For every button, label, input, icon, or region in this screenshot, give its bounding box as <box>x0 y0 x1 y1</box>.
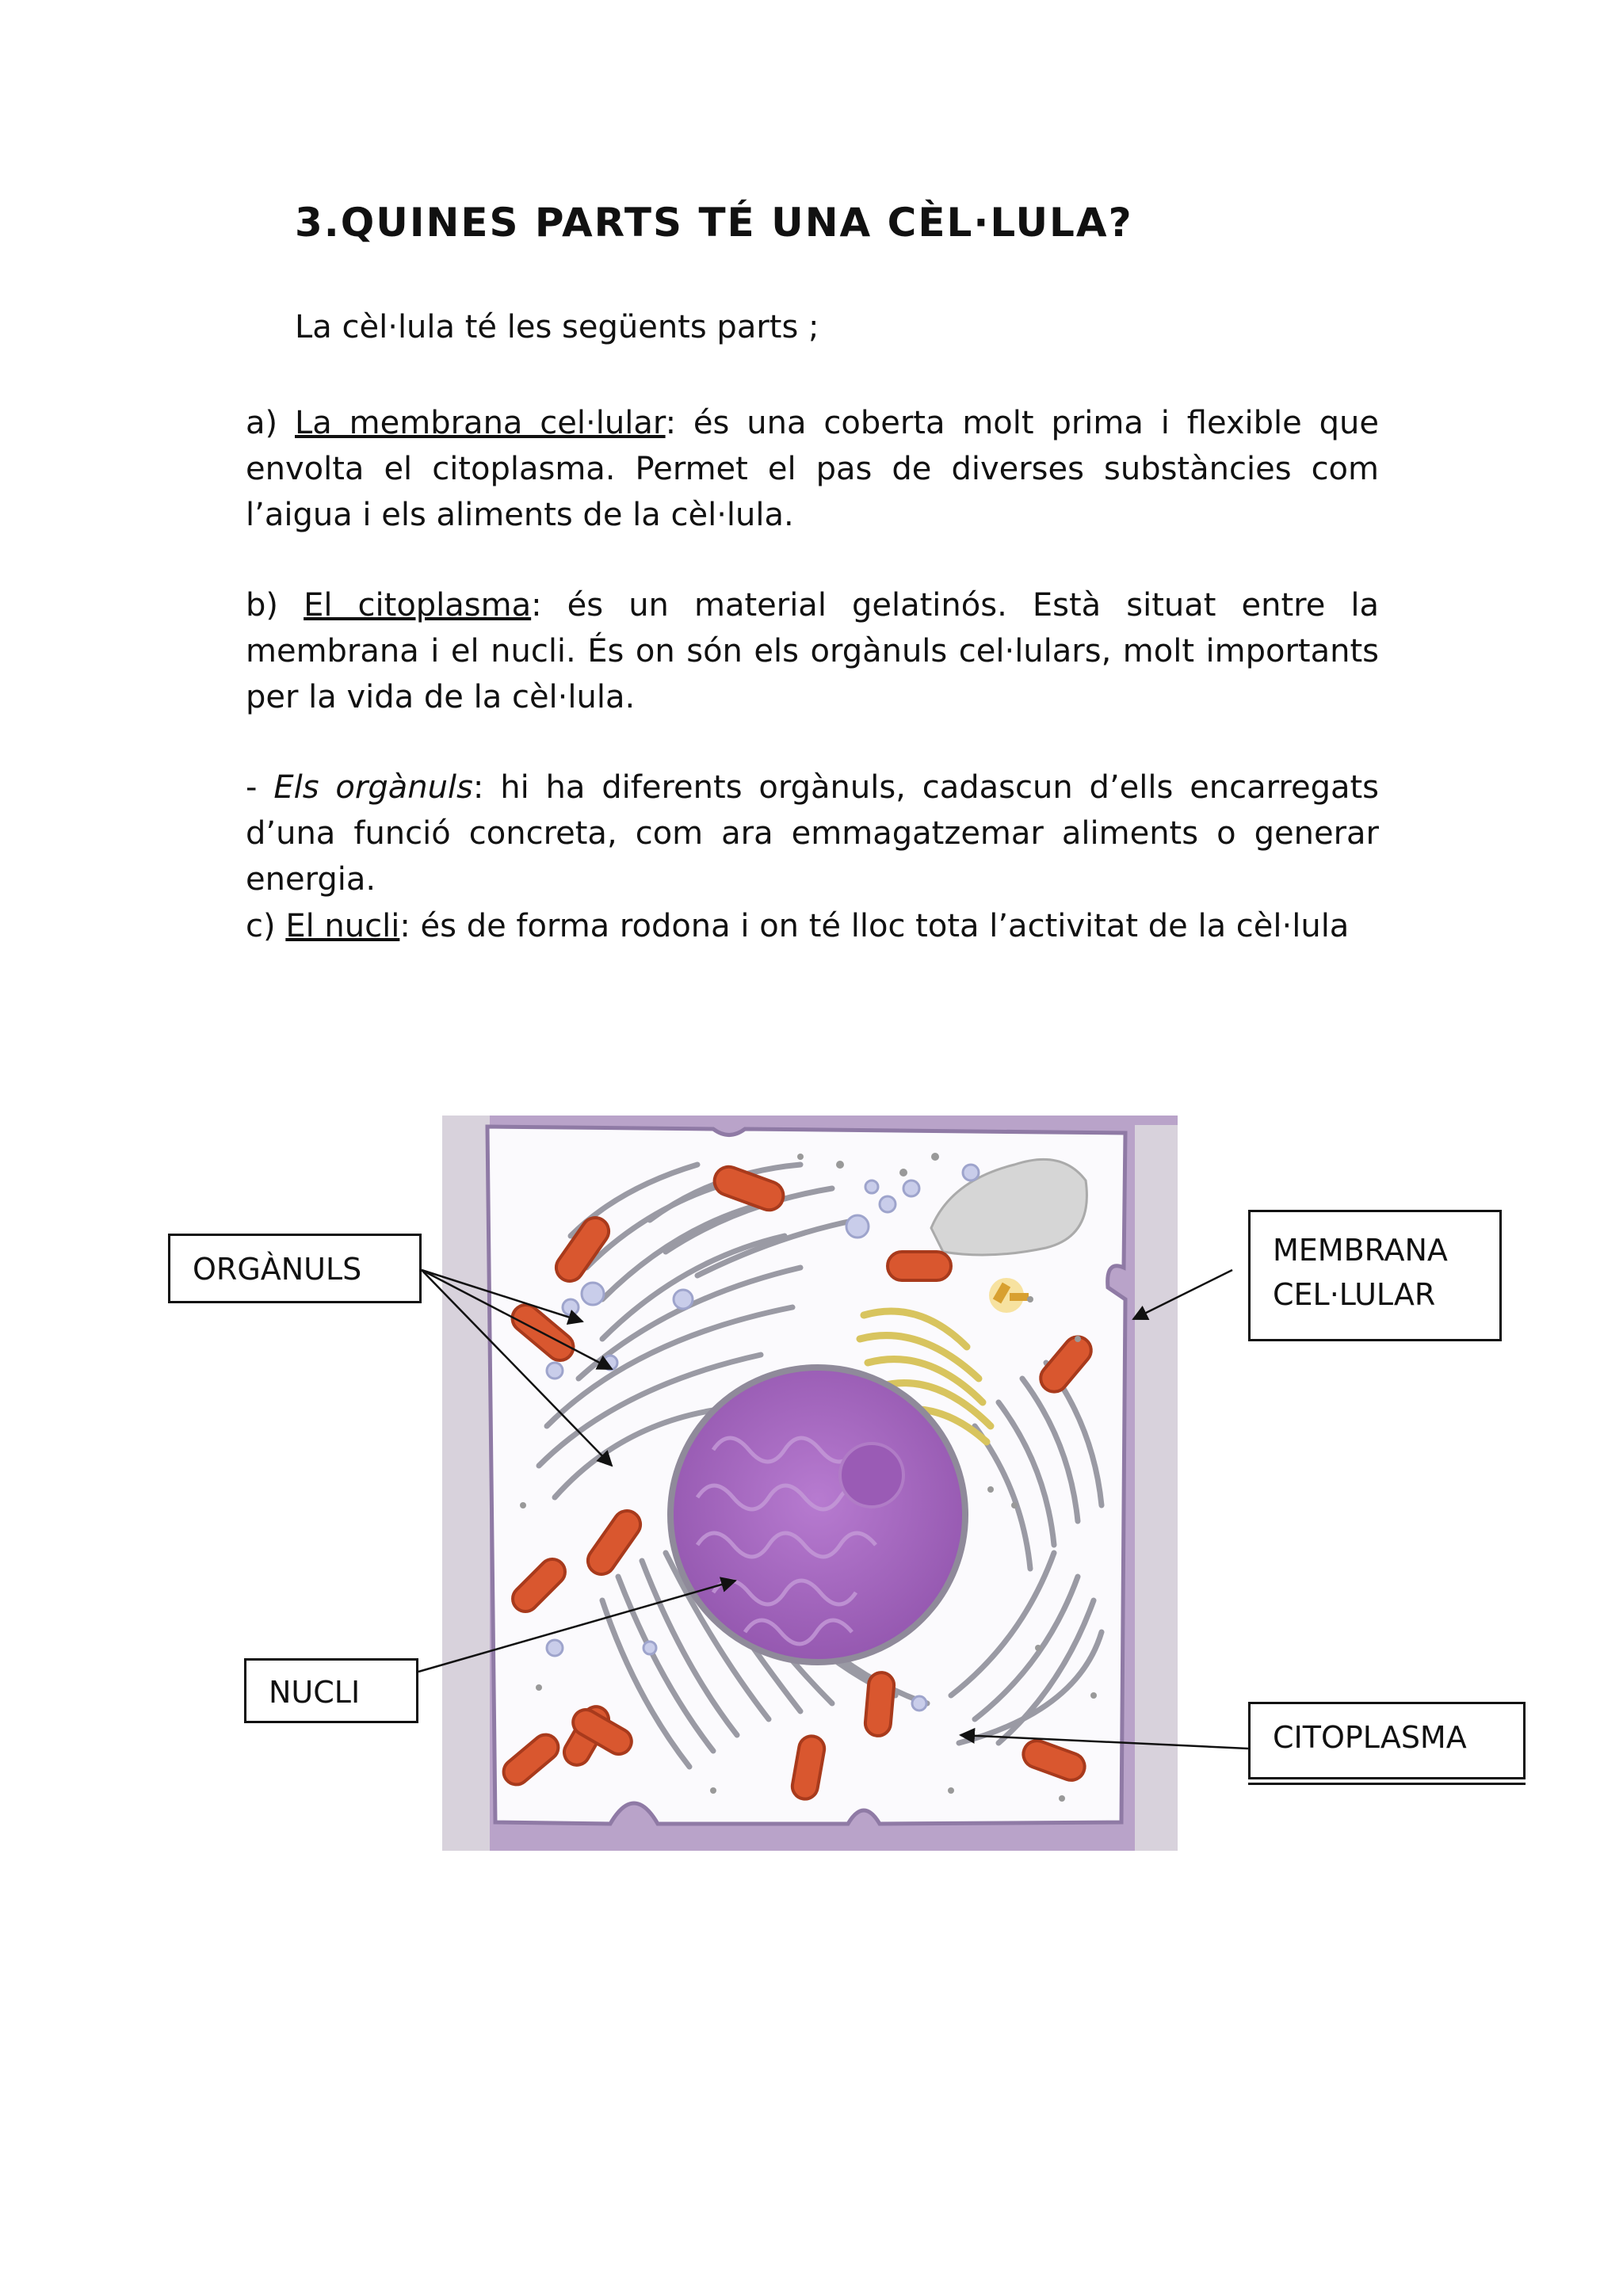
page-title: 3.QUINES PARTS TÉ UNA CÈL·LULA? <box>295 200 1133 246</box>
label-organuls: ORGÀNULS <box>168 1234 422 1303</box>
label-membrana-line1: MEMBRANA <box>1273 1233 1448 1268</box>
nucleolus <box>840 1444 903 1507</box>
section-prefix: a) <box>246 405 295 441</box>
label-nucli: NUCLI <box>244 1658 418 1723</box>
label-membrana-line2: CEL·LULAR <box>1273 1277 1436 1312</box>
intro-text: La cèl·lula té les següents parts ; <box>295 309 819 345</box>
neighbor-cell-right <box>1135 1125 1178 1851</box>
section-text: : hi ha diferents orgànuls, cadascun d’ells encarregats d’una funció concreta, com ara emmagatzemar aliments o generar energia. <box>246 769 1380 898</box>
term-citoplasma: El citoplasma <box>304 587 532 624</box>
neighbor-cell-left <box>442 1116 490 1851</box>
term-membrana: La membrana cel·lular <box>295 405 666 441</box>
section-text: : és una coberta molt prima i flexible que envolta el citoplasma. Permet el pas de diverses substàncies com l’aigua i els aliments de la cèl·lula. <box>246 405 1379 533</box>
term-nucli: El nucli <box>285 908 400 944</box>
section-prefix: b) <box>246 587 304 624</box>
nucleus <box>670 1367 965 1662</box>
section-text: : és un material gelatinós. Està situat entre la membrana i el nucli. És on són els orgànuls cel·lulars, molt importants per la vida de la cèl·lula. <box>246 587 1380 715</box>
section-prefix: c) <box>246 908 286 944</box>
section-prefix: - <box>246 769 274 806</box>
label-membrana-cellular <box>1248 1210 1502 1341</box>
section-text: : és de forma rodona i on té lloc tota l’activitat de la cèl·lula <box>399 908 1350 944</box>
term-organuls: Els orgànuls <box>273 769 473 806</box>
label-citoplasma: CITOPLASMA <box>1248 1702 1526 1779</box>
